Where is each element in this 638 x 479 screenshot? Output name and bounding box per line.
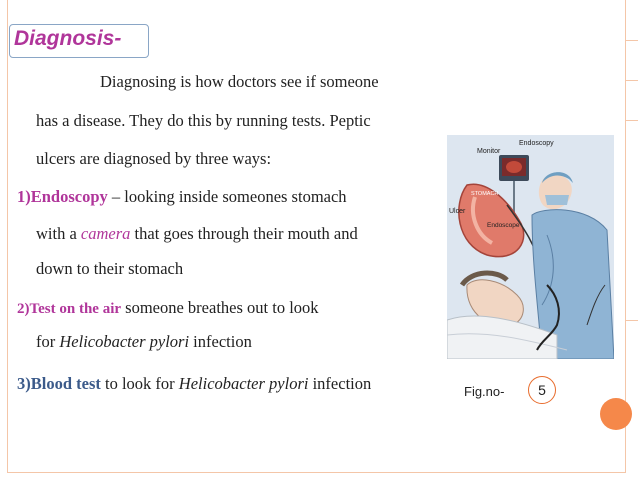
label-ulcer: Ulcer	[449, 208, 466, 215]
frame-bottom-line	[7, 472, 626, 473]
frame-dash	[626, 320, 638, 321]
item-endoscopy-label: 1)Endoscopy	[17, 187, 108, 206]
item-breath-test-text-pre: for	[36, 332, 60, 351]
frame-dash	[626, 40, 638, 41]
item-breath-test-line-2	[36, 332, 252, 352]
label-endoscopy: Endoscopy	[519, 140, 554, 147]
item-endoscopy-text-post: that goes through their mouth and	[130, 224, 358, 243]
item-blood-test-text-pre: to look for	[100, 374, 179, 393]
frame-dash	[626, 80, 638, 81]
paragraph-line-3: ulcers are diagnosed by three ways:	[36, 149, 272, 168]
item-endoscopy-line-2	[36, 224, 358, 244]
bacteria-term: Helicobacter pylori	[178, 374, 309, 393]
item-breath-test-text-post: infection	[189, 332, 252, 351]
figure-number-badge	[528, 376, 556, 404]
bacteria-term: Helicobacter pylori	[59, 332, 190, 351]
paragraph-line-1: Diagnosing is how doctors see if someone	[100, 72, 379, 91]
item-blood-test-label: 3)Blood test	[17, 374, 101, 393]
endoscopy-illustration-svg	[447, 135, 614, 359]
camera-term: camera	[80, 224, 131, 243]
item-breath-test-text: someone breathes out to look	[121, 298, 319, 317]
figure-caption: Fig.no-	[464, 384, 505, 399]
label-endoscope: Endoscope	[487, 222, 520, 229]
endoscopy-illustration	[447, 135, 614, 359]
decorative-orange-circle	[600, 398, 632, 430]
paragraph-line-2: has a disease. They do this by running tests. Peptic	[36, 111, 371, 130]
item-endoscopy-text-pre: with a	[36, 224, 81, 243]
figure-number: 5	[538, 382, 546, 398]
label-stomach: STOMACH	[471, 191, 499, 197]
item-breath-test-label: 2)Test on the air	[17, 301, 122, 317]
item-endoscopy-line-1	[17, 187, 347, 207]
label-monitor: Monitor	[477, 148, 501, 155]
item-endoscopy-line-3: down to their stomach	[36, 259, 184, 278]
slide-title: Diagnosis-	[14, 27, 122, 50]
item-blood-test-line	[17, 374, 371, 394]
item-endoscopy-text: – looking inside someones stomach	[107, 187, 347, 206]
item-breath-test-line-1	[17, 298, 319, 318]
item-blood-test-text-post: infection	[308, 374, 372, 393]
frame-dash	[626, 120, 638, 121]
